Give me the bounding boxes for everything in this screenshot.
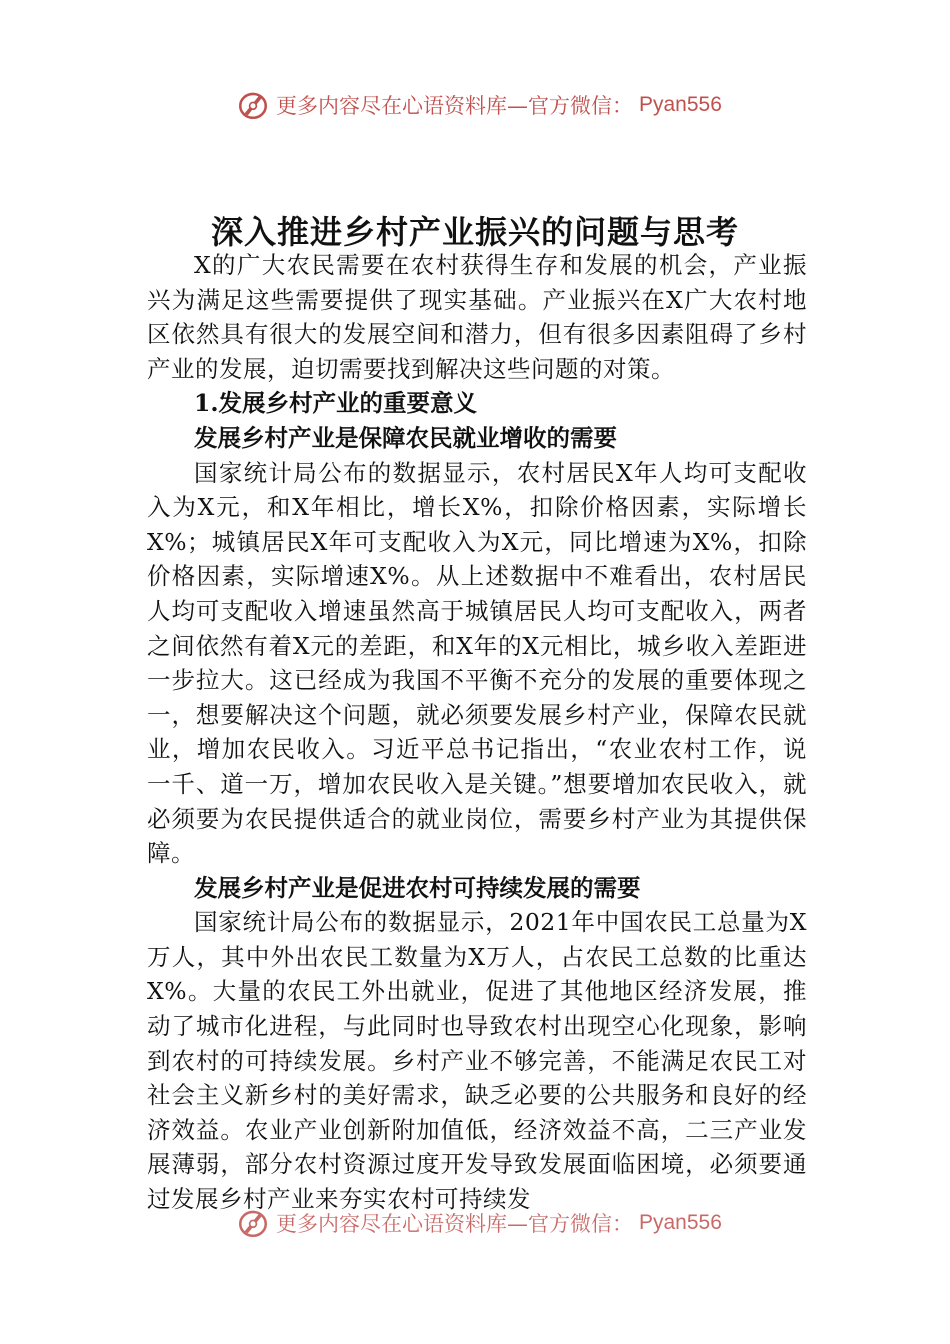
watermark-text: 更多内容尽在心语资料库—官方微信：	[276, 1212, 633, 1236]
body-paragraph: 国家统计局公布的数据显示，2021年中国农民工总量为X万人，其中外出农民工数量为X万人，占农民工总数的比重达X%。大量的农民工外出就业，促进了其他地区经济发展，推动了城市化进程，与此同时也导致农村出现空心化现象，影响到农村的可持续发展。乡村产业不够完善，不能满足农民工对社会主义新乡村的美好需求，缺乏必要的公共服务和良好的经济效益。农业产业创新附加值低，经济效益不高，二三产业发展薄弱，部分农村资源过度开发导致发展面临困境，必须要通过发展乡村产业来夯实农村可持续发	[147, 908, 807, 1214]
watermark-id: Pyan556	[639, 93, 722, 116]
watermark-footer	[236, 1206, 722, 1240]
subsection-heading: 发展乡村产业是促进农村可持续发展的需要	[194, 873, 641, 902]
document-body	[147, 248, 807, 1217]
watermark-text: 更多内容尽在心语资料库—官方微信：	[276, 94, 633, 118]
watermark-header	[236, 88, 722, 122]
brand-logo-icon	[236, 88, 270, 122]
body-paragraph: 国家统计局公布的数据显示，农村居民X年人均可支配收入为X元，和X年相比，增长X%，扣除价格因素，实际增长X%；城镇居民X年可支配收入为X元，同比增速为X%，扣除价格因素，实际增速X%。从上述数据中不难看出，农村居民人均可支配收入增速虽然高于城镇居民人均可支配收入，两者之间依然有着X元的差距，和X年的X元相比，城乡收入差距进一步拉大。这已经成为我国不平衡不充分的发展的重要体现之一，想要解决这个问题，就必须要发展乡村产业，保障农民就业，增加农民收入。习近平总书记指出，“农业农村工作，说一千、道一万，增加农民收入是关键。”想要增加农民收入，就必须要为农民提供适合的就业岗位，需要乡村产业为其提供保障。	[147, 458, 807, 868]
subsection-heading: 发展乡村产业是保障农民就业增收的需要	[194, 423, 617, 452]
brand-logo-icon	[236, 1206, 270, 1240]
section-heading: 1.发展乡村产业的重要意义	[194, 389, 478, 418]
intro-paragraph: X的广大农民需要在农村获得生存和发展的机会，产业振兴为满足这些需要提供了现实基础。产业振兴在X广大农村地区依然具有很大的发展空间和潜力，但有很多因素阻碍了乡村产业的发展，迫切需要找到解决这些问题的对策。	[147, 251, 807, 383]
watermark-id: Pyan556	[639, 1211, 722, 1234]
page-title: 深入推进乡村产业振兴的问题与思考	[210, 213, 739, 252]
